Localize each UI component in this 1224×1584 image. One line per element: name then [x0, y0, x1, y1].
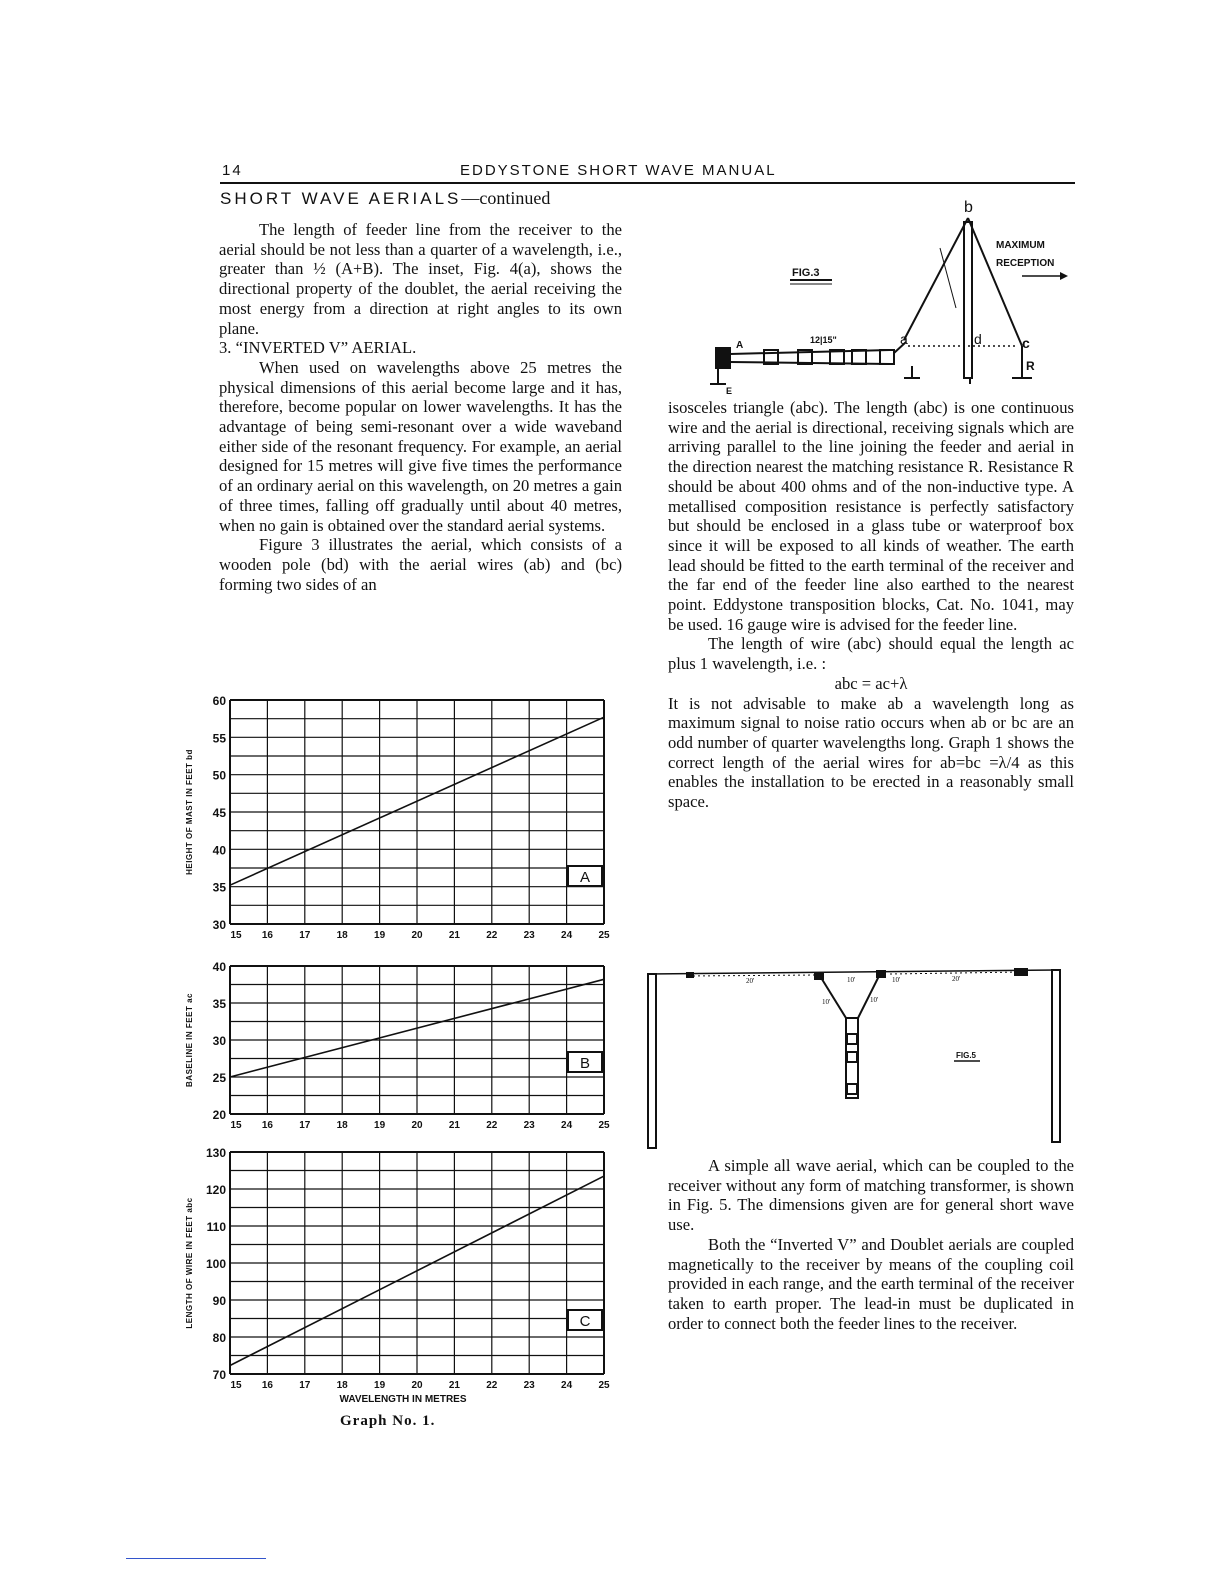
x-tick-label: 15: [230, 930, 242, 941]
y-tick-label: 80: [212, 1331, 226, 1345]
y-tick-label: 35: [212, 880, 226, 895]
left-column: [219, 220, 622, 594]
graph-caption: Graph No. 1.: [340, 1413, 436, 1429]
x-tick-label: 24: [561, 1380, 573, 1391]
graph-letter: A: [579, 869, 591, 886]
y-tick-label: 50: [212, 768, 226, 783]
graph-letter: C: [579, 1313, 591, 1330]
x-tick-label: 19: [374, 1380, 386, 1391]
x-tick-label: 16: [261, 1120, 273, 1131]
fig5-dim: 10': [822, 998, 831, 1006]
fig5-dim: 20': [952, 975, 961, 983]
fig5-dim: 10': [892, 976, 901, 984]
x-tick-label: 17: [299, 1120, 311, 1131]
x-tick-label: 22: [486, 1380, 498, 1391]
paragraph: Both the “Inverted V” and Doublet aerials are coupled magnetically to the receiver by means of the coupling coil provided in each range, and the earth terminal of the receiver taken to earth proper. The lead-in must be duplicated in order to connect both the feeder lines to the receiver.: [668, 1234, 1074, 1333]
y-tick-label: 55: [212, 731, 226, 746]
y-tick-label: 100: [205, 1257, 226, 1271]
x-axis-label: WAVELENGTH IN METRES: [339, 1394, 467, 1405]
y-axis-label: BASELINE IN FEET ac: [185, 993, 194, 1087]
figure-3-inverted-v: [700, 198, 1080, 398]
x-tick-label: 18: [336, 1120, 348, 1131]
x-tick-label: 18: [336, 1380, 348, 1391]
fig5-dim: 10': [847, 976, 856, 984]
y-tick-label: 130: [205, 1146, 226, 1160]
x-tick-label: 25: [598, 1380, 610, 1391]
right-column-upper: [668, 398, 1074, 812]
fig3-max-2: RECEPTION: [996, 258, 1055, 269]
y-tick-label: 35: [212, 997, 226, 1011]
fig3-label-a: a: [900, 331, 908, 347]
fig3-spacing: 12|15": [810, 335, 837, 345]
x-tick-label: 15: [230, 1380, 242, 1391]
y-tick-label: 30: [212, 1034, 226, 1048]
section-continued: —continued: [461, 188, 551, 208]
subheading: 3. “INVERTED V” AERIAL.: [219, 338, 417, 358]
running-header: [220, 162, 1075, 184]
y-tick-label: 45: [212, 806, 226, 820]
paragraph: When used on wavelengths above 25 metres the physical dimensions of this aerial become large and it has, therefore, become popular on lower wavelengths. It has the advantage of being semi-resonant over a wide waveband either side of the resonant frequency. For example, an aerial designed for 15 metres will give five times the performance of an ordinary aerial on this wavelength, on 20 metres a gain of three times, falling off gradually until about 40 metres, when no gain is obtained over the standard aerial systems.: [219, 357, 622, 535]
graph-no-1: [184, 692, 624, 1410]
x-tick-label: 19: [374, 930, 386, 941]
x-tick-label: 24: [561, 930, 573, 941]
x-tick-label: 19: [374, 1120, 386, 1131]
paragraph: isosceles triangle (abc). The length (abc) is one continuous wire and the aerial is directional, receiving signals which are arriving parallel to the line joining the feeder and aerial in the direction nearest the matching resistance R. Resistance R should be about 400 ohms and of the non-inductive type. A metallised composition resistance is perfectly satisfactory but should be enclosed in a glass tube or waterproof box since it will be exposed to all kinds of weather. The earth lead should be fitted to the earth terminal of the receiver and the far end of the feeder line also earthed to the nearest point. Eddystone transposition blocks, Cat. No. 1041, may be used. 16 gauge wire is advised for the feeder line.: [668, 398, 1074, 634]
y-tick-label: 60: [212, 694, 226, 708]
page-number: 14: [222, 162, 243, 179]
paragraph: The length of feeder line from the receiver to the aerial should be not less than a quarter of a wavelength, i.e., greater than ½ (A+B). The inset, Fig. 4(a), shows the directional property of the doublet, the aerial receiving the most energy from a direction at right angles to its own plane.: [219, 220, 622, 338]
x-tick-label: 22: [486, 930, 498, 941]
fig5-caption: FIG.5: [956, 1051, 977, 1060]
x-tick-label: 18: [336, 930, 348, 941]
fig3-label-e: E: [726, 386, 733, 396]
fig3-label-r: R: [1026, 359, 1035, 373]
footnote-rule: [126, 1558, 266, 1559]
y-tick-label: 90: [212, 1294, 226, 1308]
x-tick-label: 15: [230, 1120, 242, 1131]
right-column-lower: [668, 1156, 1074, 1333]
y-tick-label: 40: [212, 843, 226, 858]
x-tick-label: 23: [523, 1380, 535, 1391]
paragraph: It is not advisable to make ab a wavelength long as maximum signal to noise ratio occurs when ab or bc are an odd number of quarter wavelengths long. Graph 1 shows the correct length of the aerial wires for ab=bc =λ/4 as this enables the installation to be erected in a reasonably small space.: [668, 693, 1074, 812]
y-axis-label: LENGTH OF WIRE IN FEET abc: [185, 1197, 194, 1329]
fig3-label-d: d: [974, 331, 982, 347]
fig3-label-c: c: [1022, 335, 1030, 351]
paragraph: A simple all wave aerial, which can be coupled to the receiver without any form of matching transformer, is shown in Fig. 5. The dimensions given are for general short wave use.: [668, 1156, 1074, 1235]
x-tick-label: 21: [448, 1120, 460, 1131]
y-tick-label: 110: [206, 1220, 226, 1234]
x-tick-label: 24: [561, 1120, 573, 1131]
y-axis-label: HEIGHT OF MAST IN FEET bd: [185, 749, 194, 875]
running-title: EDDYSTONE SHORT WAVE MANUAL: [460, 162, 777, 179]
section-heading: [220, 188, 550, 209]
x-tick-label: 25: [598, 930, 610, 941]
x-tick-label: 17: [299, 930, 311, 941]
y-tick-label: 70: [212, 1368, 226, 1382]
x-tick-label: 21: [448, 1380, 460, 1391]
y-tick-label: 120: [205, 1183, 226, 1197]
fig5-dim: 20': [746, 977, 755, 985]
figure-5-all-wave: [642, 958, 1070, 1152]
graph-letter: B: [579, 1055, 591, 1072]
fig3-label-b: b: [964, 199, 973, 216]
fig3-max-1: MAXIMUM: [996, 240, 1045, 251]
x-tick-label: 16: [261, 1380, 273, 1391]
x-tick-label: 22: [486, 1120, 498, 1131]
y-tick-label: 20: [212, 1108, 226, 1122]
y-tick-label: 30: [212, 918, 226, 932]
fig3-label-aa: A: [736, 340, 744, 351]
y-tick-label: 25: [212, 1071, 226, 1085]
section-title: SHORT WAVE AERIALS: [220, 189, 462, 208]
x-tick-label: 16: [261, 930, 273, 941]
x-tick-label: 23: [523, 930, 535, 941]
x-tick-label: 20: [411, 1120, 423, 1131]
fig3-caption: FIG.3: [792, 267, 820, 279]
paragraph: Figure 3 illustrates the aerial, which consists of a wooden pole (bd) with the aerial wires (ab) and (bc) forming two sides of an: [219, 535, 622, 594]
x-tick-label: 17: [299, 1380, 311, 1391]
formula: abc = ac+λ: [834, 673, 908, 693]
fig5-dim: 10': [870, 996, 879, 1004]
y-tick-label: 40: [212, 960, 226, 974]
x-tick-label: 23: [523, 1120, 535, 1131]
x-tick-label: 20: [411, 930, 423, 941]
x-tick-label: 20: [411, 1380, 423, 1391]
paragraph: The length of wire (abc) should equal the length ac plus 1 wavelength, i.e. :: [668, 634, 1074, 674]
x-tick-label: 25: [598, 1120, 610, 1131]
x-tick-label: 21: [448, 930, 460, 941]
